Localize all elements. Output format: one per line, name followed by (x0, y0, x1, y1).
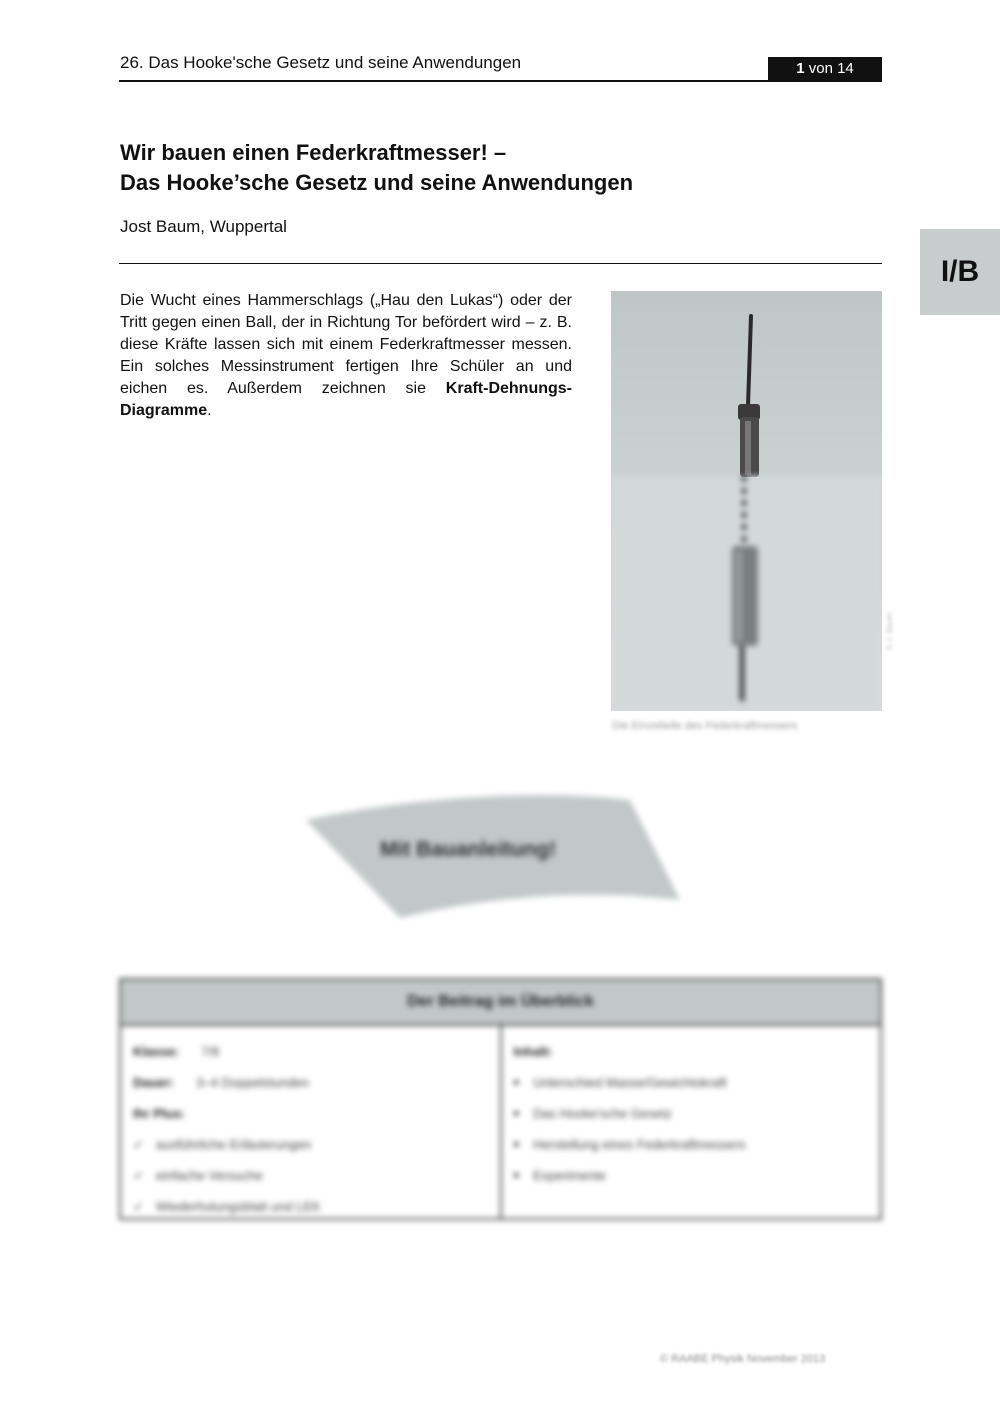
photo-credit: © J. Baum (885, 612, 894, 650)
title-rule (119, 263, 882, 264)
section-tab: I/B (920, 229, 1000, 315)
page-number-box (768, 57, 882, 81)
page-number-current: 1 (796, 60, 805, 77)
overview-grade: Klasse: 7/8 (133, 1044, 220, 1059)
overview-content-item: ■ Unterschied Masse/Gewichtskraft (514, 1067, 869, 1098)
article-title (120, 138, 633, 198)
header-rule (119, 80, 882, 82)
spring-scale-photo (611, 291, 882, 711)
article-title-line-1: Wir bauen einen Federkraftmesser! – (120, 140, 507, 165)
overview-right-column (500, 1026, 881, 1220)
overview-plus-label: Ihr Plus: (133, 1106, 186, 1121)
overview-left-column (121, 1026, 500, 1220)
overview-heading: Der Beitrag im Überblick (121, 980, 880, 1026)
overview-duration: Dauer: 3–4 Doppelstunden (133, 1075, 309, 1090)
intro-paragraph (120, 290, 572, 422)
overview-content-item: ■ Experimente (514, 1160, 869, 1191)
intro-end: . (207, 402, 212, 419)
overview-content-item: ■ Das Hooke'sche Gesetz (514, 1098, 869, 1129)
overview-plus-item: ✓ ausführliche Erläuterungen (133, 1129, 488, 1160)
banner-label: Mit Bauanleitung! (380, 838, 557, 861)
overview-content-item: ■ Herstellung eines Federkraftmessers (514, 1129, 869, 1160)
overview-plus-item: ✓ Wiederholungsblatt und LEK (133, 1191, 488, 1222)
spring-scale-image (611, 291, 882, 711)
photo-caption: Die Einzelteile des Federkraftmessers (612, 720, 798, 732)
footer-copyright: © RAABE Physik November 2013 (660, 1353, 826, 1365)
article-title-line-2: Das Hooke’sche Gesetz und seine Anwendungen (120, 170, 634, 195)
intro-bold-term: Kraft-Dehnungs-Diagramme (120, 380, 572, 419)
intro-text: Die Wucht eines Hammerschlags („Hau den Lukas“) oder der Tritt gegen einen Ball, der in Richtung Tor befördert wird – z. B. diese Kräfte lassen sich mit einem Federkraftmesser messen. Ein solches Messinstrument fertigen Ihre Schüler an und eichen es. Außerdem zeichnen sie (120, 292, 572, 397)
running-header-title: 26. Das Hooke'sche Gesetz und seine Anwendungen (120, 53, 522, 72)
overview-box (119, 978, 882, 1220)
page-number-total: von 14 (804, 60, 854, 77)
overview-content-label: Inhalt: (513, 1044, 553, 1059)
article-author: Jost Baum, Wuppertal (120, 217, 287, 236)
overview-plus-item: ✓ einfache Versuche (133, 1160, 488, 1191)
